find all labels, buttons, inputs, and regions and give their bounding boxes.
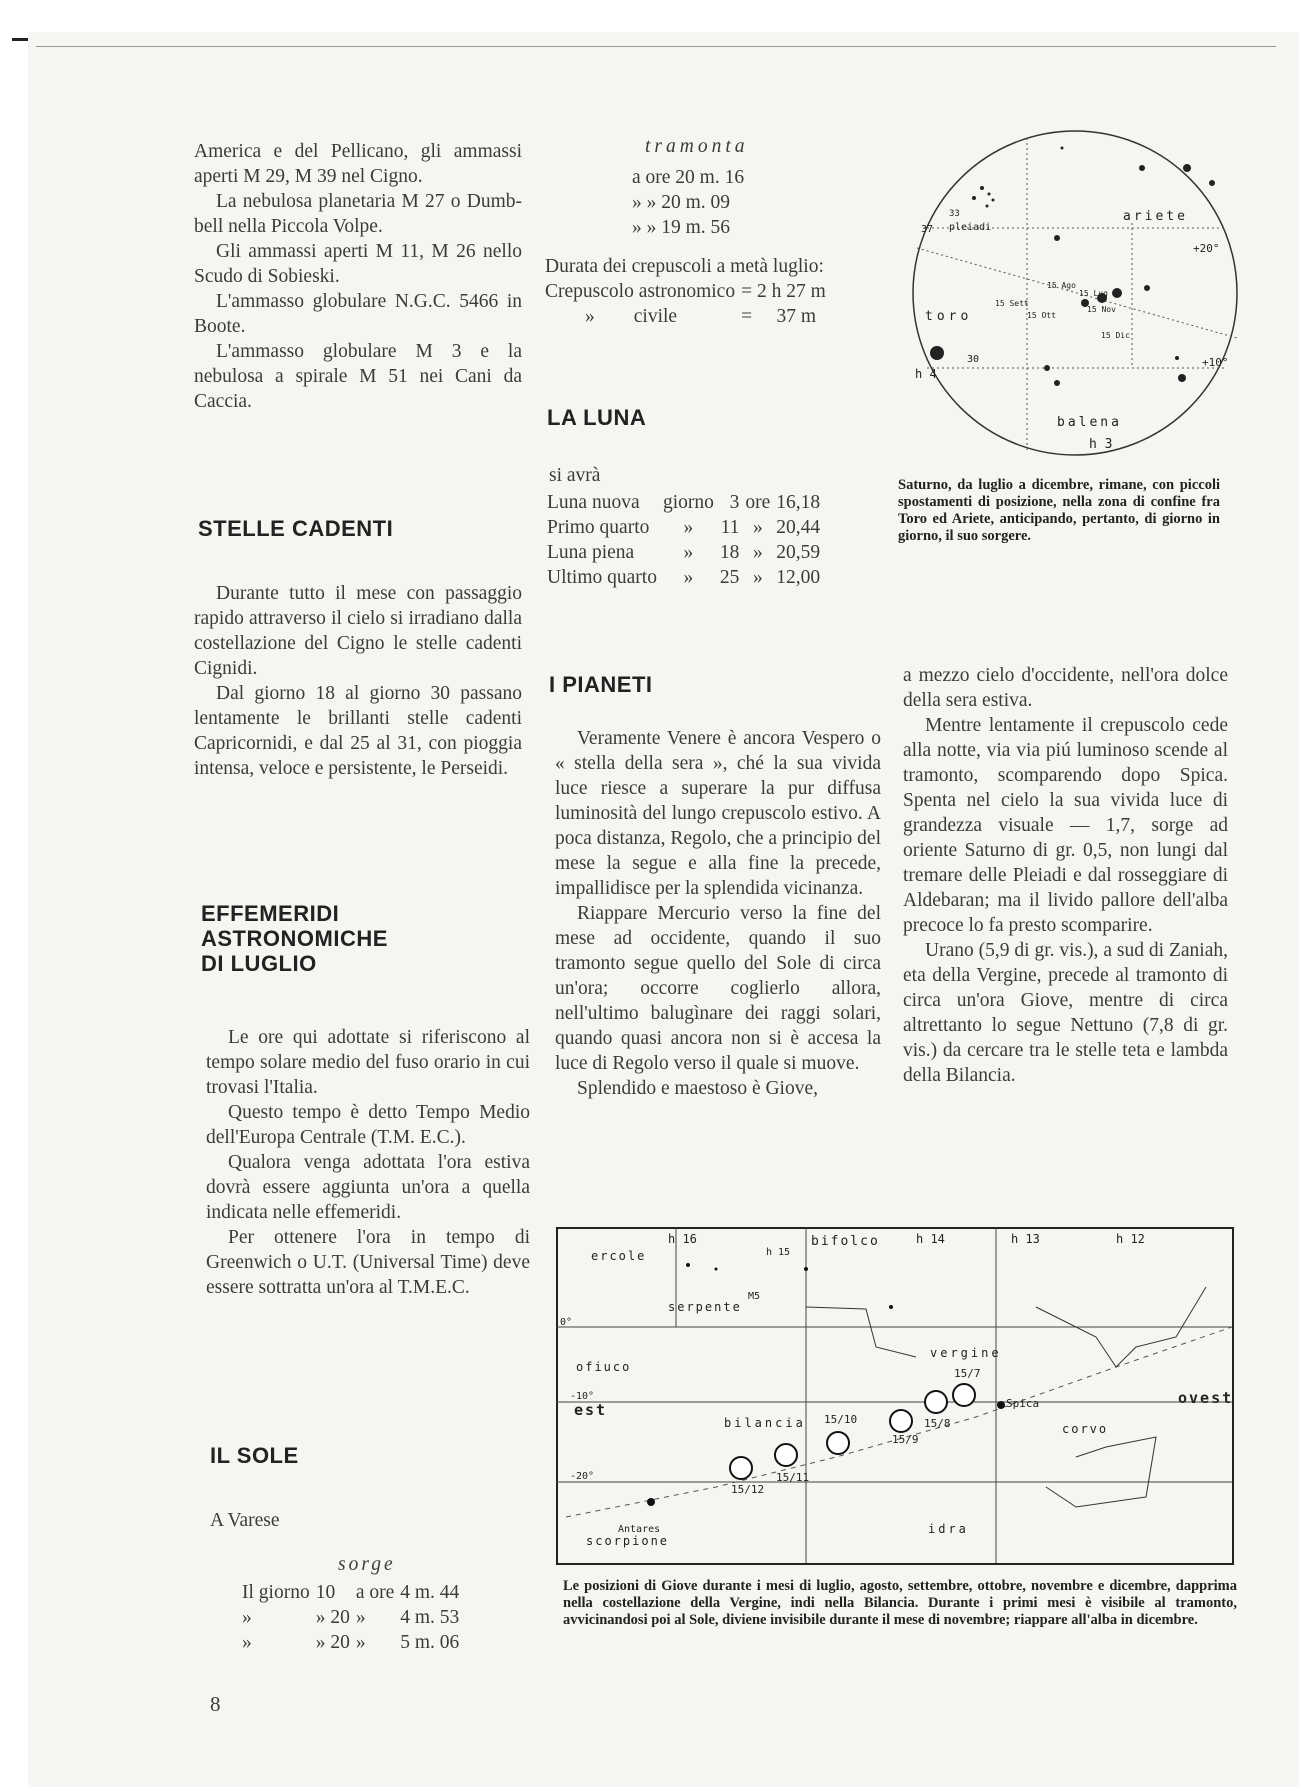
crepuscoli-table (545, 279, 832, 329)
cell: 10 (315, 1582, 336, 1603)
eff-p3: Qualora venga adottata l'ora estiva dovrà essere aggiunta un'ora a quella indicata nelle effemeridi. (206, 1152, 530, 1223)
cell: 25 (719, 567, 740, 588)
label-h16: h 16 (668, 1232, 697, 1246)
label-corvo: corvo (1062, 1422, 1109, 1436)
label-balena: balena (1057, 415, 1122, 430)
pianeti-p2: Riappare Mercurio verso la fine del mese ad occidente, quando il suo tramonto segue quello del Sole di circa un'ora; occorre coglierlo allora, nell'ultimo balugìnare dei raggi solari, quando quasi ancora non si è accesa la luce di Regolo verso il quale si muove. (555, 903, 881, 1074)
saturn-sky-map (897, 128, 1252, 463)
header-rule (36, 46, 1276, 47)
tramonta-list (632, 165, 744, 240)
label-date-15-9: 15/9 (892, 1433, 919, 1446)
crepuscoli-title: Durata dei crepuscoli a metà luglio: (545, 256, 824, 277)
tramonta-row: » » 20 m. 09 (632, 192, 731, 213)
cell: = 2 h 27 m (741, 281, 826, 302)
table-row (547, 490, 826, 515)
left-intro (194, 139, 522, 414)
label-0deg: 0° (560, 1317, 573, 1328)
caption-giove: Le posizioni di Giove durante i mesi di luglio, agosto, settembre, ottobre, novembre e dicembre, dapprima nella costellazione della Vergine, indi nella Bilancia. Durante i primi mesi è visibile al tramonto, avvicinandosi poi al Sole, diviene invisibile durante il mese di novembre; riappare all'alba in dicembre. (563, 1578, 1237, 1628)
label-toro: toro (925, 309, 973, 324)
cell: giorno (662, 492, 714, 513)
label-ariete: ariete (1123, 209, 1188, 224)
cell: Ultimo quarto (547, 567, 657, 588)
eff-p2: Questo tempo è detto Tempo Medio dell'Europa Centrale (T.M. E.C.). (206, 1102, 530, 1148)
intro-p4: L'ammasso globulare N.G.C. 5466 in Boote. (194, 291, 522, 337)
intro-p3: Gli ammassi aperti M 11, M 26 nello Scudo di Sobieski. (194, 241, 522, 287)
pianeti-p1: Veramente Venere è ancora Vespero o « stella della sera », ché la sua vivida luce riesce a superare la pur diffusa luminosità del lungo crepuscolo estivo. A poca distanza, Regolo, che a principio del mese la segue e alla fine la precede, impallidisce per la splendida vicinanza. (555, 728, 881, 899)
cell: a ore (355, 1582, 395, 1603)
cell: » 20 (315, 1607, 350, 1628)
eff-line2: ASTRONOMICHE (201, 926, 388, 951)
intro-p1: America e del Pellicano, gli ammassi aperti M 29, M 39 nel Cigno. (194, 141, 522, 187)
cell: 20,44 (776, 517, 821, 538)
label-pleiadi: pleiadi (949, 222, 992, 233)
cell: ore (745, 492, 771, 513)
heading-la-luna: LA LUNA (547, 405, 647, 430)
cell: 3 (729, 492, 740, 513)
label-vergine: vergine (930, 1346, 1002, 1360)
label-antares: Antares (618, 1524, 661, 1535)
label-33: 33 (949, 209, 960, 219)
tramonta-row: » » 19 m. 56 (632, 217, 731, 238)
label-minus20: -20° (570, 1471, 595, 1482)
label-h15: h 15 (766, 1247, 791, 1258)
label-serpente: serpente (668, 1300, 742, 1314)
cell: » (752, 517, 763, 538)
label-idra: idra (928, 1522, 969, 1536)
cell: » (355, 1632, 366, 1653)
eff-line1: EFFEMERIDI (201, 901, 340, 926)
pianeti-p3: Splendido e maestoso è Giove, (577, 1078, 818, 1099)
cell: » (683, 517, 694, 538)
sole-place: A Varese (210, 1510, 280, 1531)
table-row (547, 515, 826, 540)
table-row (242, 1630, 465, 1655)
table-row (242, 1605, 465, 1630)
stelle-text (194, 581, 522, 781)
label-m5: M5 (748, 1291, 761, 1302)
table-row (545, 304, 832, 329)
cell: » (683, 542, 694, 563)
label-date-15-7: 15/7 (954, 1367, 981, 1380)
cell: Crepuscolo astronomico (545, 281, 736, 302)
label-15sett: 15 Sett (995, 299, 1029, 308)
luna-table (547, 490, 826, 590)
eff-line3: DI LUGLIO (201, 951, 317, 976)
sorge-table (242, 1580, 465, 1655)
page-number: 8 (210, 1692, 221, 1716)
eff-text (206, 1025, 530, 1300)
pianeti-text (555, 726, 881, 1101)
label-h12: h 12 (1116, 1232, 1145, 1246)
label-scorpione: scorpione (586, 1534, 670, 1548)
label-date-15-12: 15/12 (731, 1483, 765, 1496)
label-h3: h 3 (1089, 437, 1113, 452)
cell: » (752, 567, 763, 588)
table-row (547, 540, 826, 565)
cell: » (683, 567, 694, 588)
luna-intro: si avrà (549, 465, 601, 486)
stelle-p1: Durante tutto il mese con passaggio rapido attraverso il cielo si irradiano dalla costellazione del Cigno le stelle cadenti Cignidi. (194, 583, 522, 679)
label-bilancia: bilancia (724, 1416, 806, 1430)
cell: » (752, 542, 763, 563)
table-row (545, 279, 832, 304)
label-ovest: ovest (1178, 1389, 1234, 1407)
cell: Luna piena (547, 542, 635, 563)
heading-stelle-cadenti: STELLE CADENTI (198, 516, 394, 541)
cell: 20,59 (776, 542, 821, 563)
cell: 4 m. 44 (400, 1582, 460, 1603)
cell: » (242, 1632, 252, 1653)
label-15ott: 15 Ott (1027, 311, 1056, 320)
right-p2: Mentre lentamente il crepuscolo cede alla notte, via via piú luminoso scende al tramonto, scomparendo dopo Spica. Spenta nel cielo la sua vivida luce di grandezza visuale — 1,7, sorge ad oriente Saturno di gr. 0,5, non lungi dal tremare delle Pleiadi e dal rosseggiare di Aldebaran; ma il livido pallore dell'alba precoce lo fa presto scomparire. (903, 715, 1228, 936)
jupiter-path-map (556, 1227, 1236, 1567)
cell: Luna nuova (547, 492, 640, 513)
cell: Primo quarto (547, 517, 650, 538)
label-ercole: ercole (591, 1249, 647, 1263)
label-ofiuco: ofiuco (576, 1360, 632, 1374)
cell: 5 m. 06 (400, 1632, 460, 1653)
label-plus10: +10° (1202, 356, 1229, 369)
cell: » civile (585, 306, 678, 327)
right-p1: a mezzo cielo d'occidente, nell'ora dolce della sera estiva. (903, 665, 1228, 711)
label-spica: Spica (1006, 1397, 1040, 1410)
cell: = 37 m (741, 306, 817, 327)
cell: Il giorno (242, 1582, 310, 1603)
tramonta-label: tramonta (645, 136, 749, 157)
label-h13: h 13 (1011, 1232, 1040, 1246)
heading-effemeridi (201, 901, 388, 976)
heading-il-sole: IL SOLE (210, 1443, 299, 1468)
stelle-p2: Dal giorno 18 al giorno 30 passano lentamente le brillanti stelle cadenti Capricornidi, e dal 25 al 31, con pioggia intensa, veloce e persistente, le Perseidi. (194, 683, 522, 779)
label-15lug: 15 Lug (1079, 289, 1108, 298)
label-est: est (574, 1401, 608, 1419)
eff-p4: Per ottenere l'ora in tempo di Greenwich o U.T. (Universal Time) deve essere sottratta un'ora al T.M.E.C. (206, 1227, 530, 1298)
label-h14: h 14 (916, 1232, 945, 1246)
cell: » (242, 1607, 252, 1628)
intro-p2: La nebulosa planetaria M 27 o Dumb-bell nella Piccola Volpe. (194, 191, 522, 237)
right-p3: Urano (5,9 di gr. vis.), a sud di Zaniah, eta della Vergine, precede al tramonto di circa un'ora Giove, mentre di circa altrettanto lo segue Nettuno (7,8 di gr. vis.) da cercare tra le stelle teta e lambda della Bilancia. (903, 940, 1228, 1086)
label-date-15-11: 15/11 (776, 1471, 810, 1484)
cell: » 20 (315, 1632, 350, 1653)
label-15dic: 15 Dic (1101, 331, 1130, 340)
label-bifolco: bifolco (811, 1234, 880, 1249)
label-date-15-8: 15/8 (924, 1417, 951, 1430)
caption-saturno: Saturno, da luglio a dicembre, rimane, con piccoli spostamenti di posizione, nella zona di confine fra Toro ed Ariete, anticipando, pertanto, di giorno in giorno, il suo sorgere. (898, 477, 1220, 544)
cell: 16,18 (776, 492, 821, 513)
eff-p1: Le ore qui adottate si riferiscono al tempo solare medio del fuso orario in cui trovasi l'Italia. (206, 1027, 530, 1098)
label-15ago: 15 Ago (1047, 281, 1076, 290)
label-minus10: -10° (570, 1391, 595, 1402)
label-date-15-10: 15/10 (824, 1413, 858, 1426)
heading-i-pianeti: I PIANETI (549, 672, 653, 697)
label-h4: h 4 (915, 367, 937, 381)
label-plus20: +20° (1193, 242, 1220, 255)
label-30: 30 (967, 354, 980, 365)
cell: 18 (719, 542, 740, 563)
label-15nov: 15 Nov (1087, 305, 1116, 314)
tramonta-row: a ore 20 m. 16 (632, 167, 745, 188)
intro-p5: L'ammasso globulare M 3 e la nebulosa a spirale M 51 nei Cani da Caccia. (194, 341, 522, 412)
label-37: 37 (921, 224, 934, 235)
sorge-label: sorge (338, 1554, 396, 1575)
table-row (242, 1580, 465, 1605)
cell: » (355, 1607, 366, 1628)
right-text (903, 663, 1228, 1088)
table-row (547, 565, 826, 590)
cell: 12,00 (776, 567, 821, 588)
cell: 11 (720, 517, 740, 538)
cell: 4 m. 53 (400, 1607, 460, 1628)
